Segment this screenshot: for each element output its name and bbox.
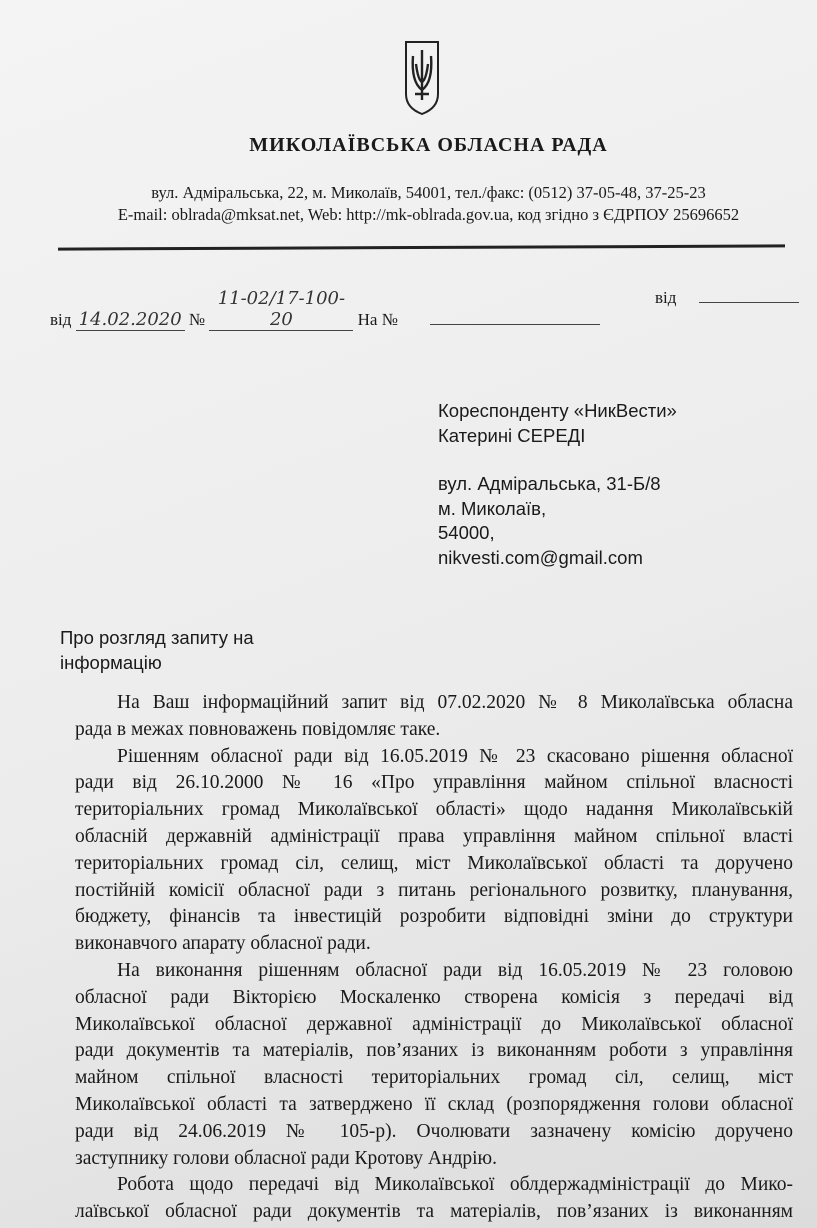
paragraph-line: На Ваш інформаційний запит від 07.02.2020 № 8 Миколаївська обласна: [117, 692, 793, 713]
paragraph-line: заступнику голови обласної ради Кротову Андрію.: [75, 1147, 497, 1169]
reply-number-blank: [430, 324, 600, 325]
organization-contacts: E-mail: oblrada@mksat.net, Web: http://mk-oblrada.gov.ua, код згідно з ЄДРПОУ 25696652: [117, 205, 740, 224]
recipient-address: [438, 472, 661, 570]
outgoing-date: 14.02.2020: [76, 309, 185, 331]
trident-emblem-icon: [403, 38, 441, 116]
body-paragraph: [75, 744, 793, 958]
paragraph-line: територіальних громад Миколаївської області» щодо надання Миколаївській: [75, 799, 793, 821]
paragraph-line: обласної ради Вікторією Москаленко створена комісія з передачі від: [75, 986, 793, 1008]
paragraph-line: обласній державній адміністрації права управління майном спільної власті: [75, 825, 793, 847]
paragraph-line: Рішенням обласної ради від 16.05.2019 № 23 скасовано рішення обласної: [117, 745, 793, 767]
body-paragraph: [75, 1172, 793, 1226]
organization-address: вул. Адміральська, 22, м. Миколаїв, 54001, тел./факс: (0512) 37-05-48, 37-25-23: [151, 183, 706, 202]
paragraph-line: постійній комісії обласної ради з питань регіонального розвитку, планування,: [75, 879, 793, 901]
paragraph-line: виконавчого апарату обласної ради.: [75, 933, 371, 955]
address-email: nikvesti.com@gmail.com: [438, 546, 643, 568]
from-label: від: [50, 310, 72, 329]
reply-from-label: від: [655, 288, 677, 307]
reply-date: [655, 288, 799, 308]
number-label: №: [188, 310, 206, 329]
subject: [60, 625, 254, 675]
paragraph-line: рада в межах повноважень повідомляє таке.: [75, 718, 441, 740]
paragraph-line: майном спільної власності територіальних громад сіл, селищ, міст: [75, 1067, 793, 1089]
paragraph-line: територіальних громад сіл, селищ, міст Миколаївської області та доручено: [75, 852, 793, 874]
reply-date-blank: [699, 302, 799, 303]
letter-body: [75, 690, 793, 1226]
address-line: м. Миколаїв,: [438, 497, 547, 519]
address-line: вул. Адміральська, 31-Б/8: [438, 473, 661, 494]
subject-line: Про розгляд запиту на: [60, 627, 254, 648]
header-divider: [58, 244, 785, 250]
paragraph-line: лаївської обласної ради документів та матеріалів, пов’язаних із виконанням: [75, 1201, 793, 1223]
paragraph-line: ради документів та матеріалів, пов’язаних із виконанням роботи з управління: [75, 1040, 793, 1062]
reply-number-label: На №: [357, 310, 398, 329]
paragraph-line: бюджету, фінансів та інвестицій розробити відповідні зміни до структури: [75, 906, 793, 928]
subject-line: інформацію: [60, 652, 162, 673]
recipient-line: Катерині СЕРЕДІ: [438, 425, 586, 446]
paragraph-line: Миколаївської обласної державної адміністрації до Миколаївської обласної: [75, 1013, 793, 1035]
outgoing-number: 11-02/17-100-20: [209, 288, 353, 331]
organization-title: МИКОЛАЇВСЬКА ОБЛАСНА РАДА: [249, 134, 608, 156]
body-paragraph: [75, 958, 793, 1172]
body-paragraph: [75, 690, 793, 744]
paragraph-line: Робота щодо передачі від Миколаївської облдержадміністрації до Мико-: [117, 1174, 793, 1196]
paragraph-line: Миколаївської області та затверджено її склад (розпорядження голови обласної: [75, 1093, 793, 1115]
paragraph-line: ради від 24.06.2019 № 105-р). Очолювати зазначену комісію доручено: [75, 1120, 793, 1142]
outgoing-reference: [50, 288, 600, 331]
recipient-block: [438, 398, 677, 448]
address-line: 54000,: [438, 522, 495, 543]
recipient-line: Кореспонденту «НикВести»: [438, 400, 677, 421]
paragraph-line: ради від 26.10.2000 № 16 «Про управління майном спільної власності: [75, 772, 793, 794]
paragraph-line: На виконання рішенням обласної ради від 16.05.2019 № 23 головою: [117, 959, 793, 981]
